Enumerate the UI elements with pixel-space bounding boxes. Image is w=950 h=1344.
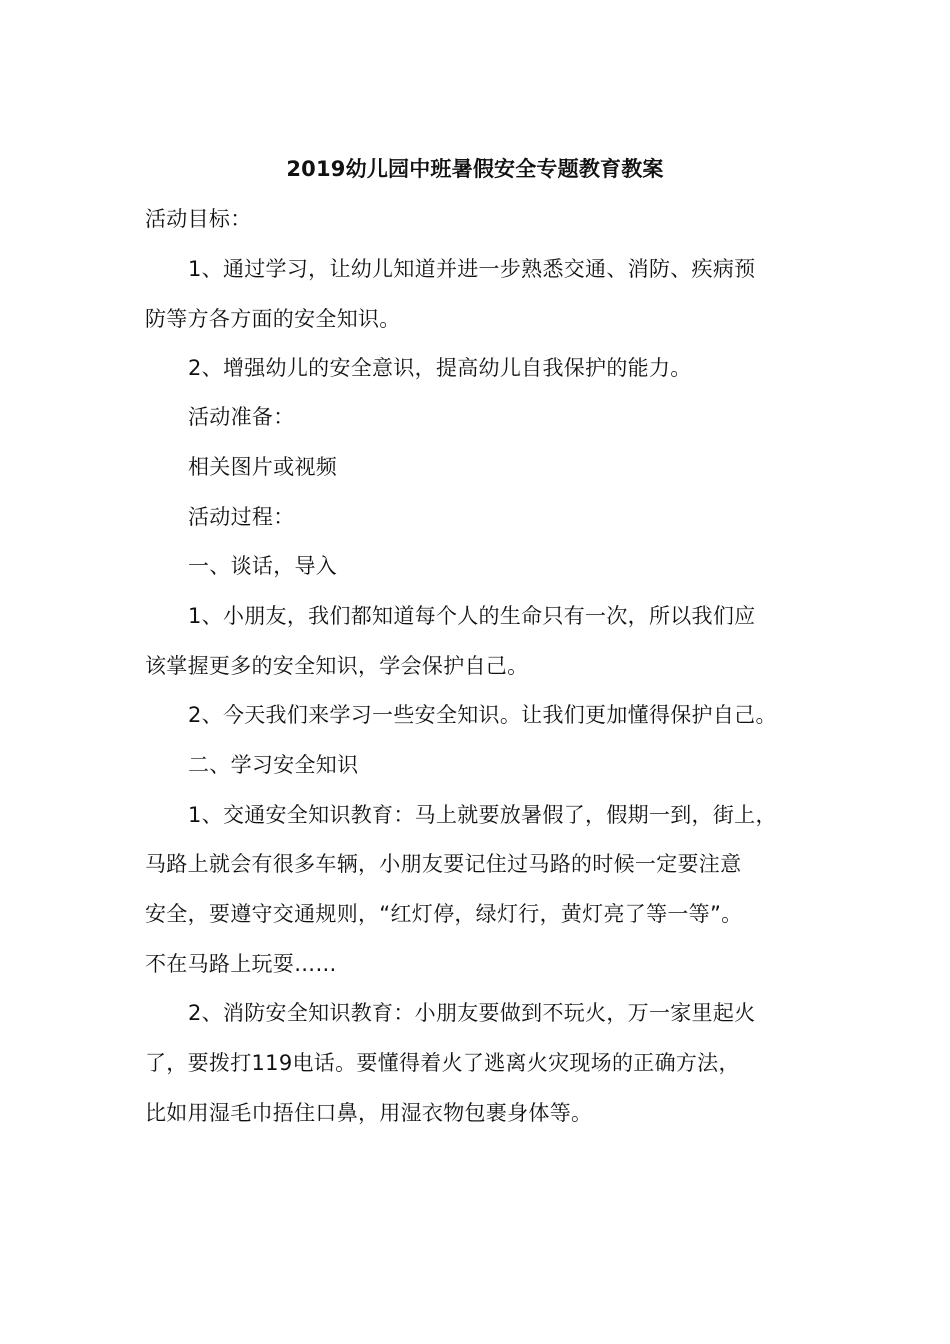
heading-activity-process: 活动过程：	[188, 505, 295, 529]
section-1-item-1-line-2: 该掌握更多的安全知识，学会保护自己。	[145, 654, 529, 678]
fire-safety-line-2: 了，要拨打119电话。要懂得着火了逃离火灾现场的正确方法，	[145, 1051, 740, 1075]
traffic-safety-line-4: 不在马路上玩耍……	[145, 952, 337, 976]
preparation-item: 相关图片或视频	[188, 455, 338, 479]
traffic-safety-line-3: 安全，要遵守交通规则，“红灯停，绿灯行，黄灯亮了等一等”。	[145, 902, 743, 926]
goal-1-line-1: 1、通过学习，让幼儿知道并进一步熟悉交通、消防、疾病预	[188, 257, 756, 281]
traffic-safety-line-1: 1、交通安全知识教育：马上就要放暑假了，假期一到，街上，	[188, 803, 777, 827]
section-1-item-1-line-1: 1、小朋友，我们都知道每个人的生命只有一次，所以我们应	[188, 604, 756, 628]
traffic-safety-line-2: 马路上就会有很多车辆，小朋友要记住过马路的时候一定要注意	[145, 852, 742, 876]
heading-activity-goals: 活动目标：	[145, 207, 252, 231]
section-1-item-2: 2、今天我们来学习一些安全知识。让我们更加懂得保护自己。	[188, 703, 777, 727]
goal-1-line-2: 防等方各方面的安全知识。	[145, 307, 401, 331]
document-title: 2019幼儿园中班暑假安全专题教育教案	[286, 157, 664, 181]
section-2-heading: 二、学习安全知识	[188, 753, 359, 777]
goal-2: 2、增强幼儿的安全意识，提高幼儿自我保护的能力。	[188, 356, 692, 380]
heading-activity-preparation: 活动准备：	[188, 405, 295, 429]
section-1-heading: 一、谈话，导入	[188, 554, 338, 578]
fire-safety-line-3: 比如用湿毛巾捂住口鼻，用湿衣物包裹身体等。	[145, 1101, 593, 1125]
fire-safety-line-1: 2、消防安全知识教育：小朋友要做到不玩火，万一家里起火	[188, 1001, 756, 1025]
